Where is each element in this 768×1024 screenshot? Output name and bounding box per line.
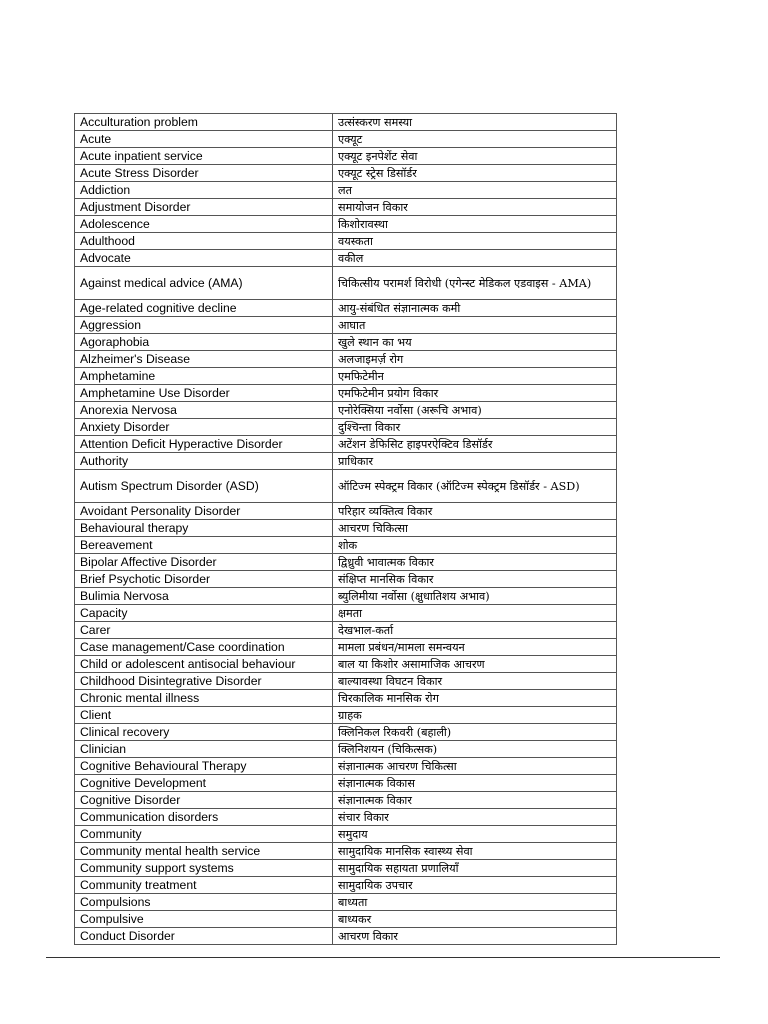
table-row — [75, 470, 617, 503]
table-row — [75, 605, 617, 622]
hindi-translation: शोक — [333, 537, 617, 554]
english-term: Authority — [75, 453, 333, 470]
hindi-translation: वयस्कता — [333, 233, 617, 250]
english-term: Conduct Disorder — [75, 928, 333, 945]
hindi-translation: एनोरेक्सिया नर्वोसा (अरूचि अभाव) — [333, 402, 617, 419]
hindi-translation: संज्ञानात्मक विकार — [333, 792, 617, 809]
hindi-translation: एक्यूट स्ट्रेस डिसॉर्डर — [333, 165, 617, 182]
hindi-translation: खुले स्थान का भय — [333, 334, 617, 351]
english-term: Acute — [75, 131, 333, 148]
table-row — [75, 707, 617, 724]
table-row — [75, 503, 617, 520]
hindi-translation: बाल्यावस्था विघटन विकार — [333, 673, 617, 690]
hindi-translation: आयु-संबंधित संज्ञानात्मक कमी — [333, 300, 617, 317]
table-row — [75, 622, 617, 639]
table-row — [75, 148, 617, 165]
english-term: Bereavement — [75, 537, 333, 554]
table-row — [75, 571, 617, 588]
table-row — [75, 537, 617, 554]
hindi-translation: क्लिनिशयन (चिकित्सक) — [333, 741, 617, 758]
table-row — [75, 809, 617, 826]
english-term: Against medical advice (AMA) — [75, 267, 333, 300]
table-row — [75, 334, 617, 351]
english-term: Bipolar Affective Disorder — [75, 554, 333, 571]
hindi-translation: मामला प्रबंधन/मामला समन्वयन — [333, 639, 617, 656]
table-row — [75, 199, 617, 216]
english-term: Community treatment — [75, 877, 333, 894]
hindi-translation: बाध्यता — [333, 894, 617, 911]
english-term: Community — [75, 826, 333, 843]
english-term: Cognitive Behavioural Therapy — [75, 758, 333, 775]
hindi-translation: चिरकालिक मानसिक रोग — [333, 690, 617, 707]
english-term: Chronic mental illness — [75, 690, 333, 707]
hindi-translation: एमफिटेमीन प्रयोग विकार — [333, 385, 617, 402]
hindi-translation: द्विध्रुवी भावात्मक विकार — [333, 554, 617, 571]
hindi-translation: प्राधिकार — [333, 453, 617, 470]
english-term: Cognitive Development — [75, 775, 333, 792]
english-term: Client — [75, 707, 333, 724]
table-row — [75, 928, 617, 945]
english-term: Agoraphobia — [75, 334, 333, 351]
english-term: Cognitive Disorder — [75, 792, 333, 809]
table-row — [75, 250, 617, 267]
hindi-translation: सामुदायिक सहायता प्रणालियाँ — [333, 860, 617, 877]
hindi-translation: समायोजन विकार — [333, 199, 617, 216]
hindi-translation: वकील — [333, 250, 617, 267]
english-term: Acculturation problem — [75, 114, 333, 131]
hindi-translation: समुदाय — [333, 826, 617, 843]
table-row — [75, 233, 617, 250]
table-row — [75, 182, 617, 199]
hindi-translation: क्लिनिकल रिकवरी (बहाली) — [333, 724, 617, 741]
english-term: Anxiety Disorder — [75, 419, 333, 436]
hindi-translation: एक्यूट इनपेशेंट सेवा — [333, 148, 617, 165]
english-term: Addiction — [75, 182, 333, 199]
english-term: Childhood Disintegrative Disorder — [75, 673, 333, 690]
table-row — [75, 860, 617, 877]
hindi-translation: एमफिटेमीन — [333, 368, 617, 385]
hindi-translation: ब्युलिमीया नर्वोसा (क्षुधातिशय अभाव) — [333, 588, 617, 605]
table-row — [75, 758, 617, 775]
english-term: Child or adolescent antisocial behaviour — [75, 656, 333, 673]
hindi-translation: उत्संस्करण समस्या — [333, 114, 617, 131]
hindi-translation: ग्राहक — [333, 707, 617, 724]
hindi-translation: संज्ञानात्मक विकास — [333, 775, 617, 792]
english-term: Amphetamine — [75, 368, 333, 385]
hindi-translation: किशोरावस्था — [333, 216, 617, 233]
english-term: Clinician — [75, 741, 333, 758]
hindi-translation: बाल या किशोर असामाजिक आचरण — [333, 656, 617, 673]
table-row — [75, 894, 617, 911]
hindi-translation: परिहार व्यक्तित्व विकार — [333, 503, 617, 520]
hindi-translation: चिकित्सीय परामर्श विरोधी (एगेन्स्ट मेडिकल एडवाइस - AMA) — [333, 267, 617, 300]
english-term: Adolescence — [75, 216, 333, 233]
table-row — [75, 317, 617, 334]
table-row — [75, 402, 617, 419]
english-term: Communication disorders — [75, 809, 333, 826]
table-row — [75, 877, 617, 894]
hindi-translation: संक्षिप्त मानसिक विकार — [333, 571, 617, 588]
table-row — [75, 520, 617, 537]
table-row — [75, 588, 617, 605]
english-term: Community mental health service — [75, 843, 333, 860]
english-term: Age-related cognitive decline — [75, 300, 333, 317]
table-row — [75, 351, 617, 368]
hindi-translation: संज्ञानात्मक आचरण चिकित्सा — [333, 758, 617, 775]
table-row — [75, 300, 617, 317]
table-row — [75, 741, 617, 758]
english-term: Community support systems — [75, 860, 333, 877]
glossary-body — [75, 114, 617, 945]
table-row — [75, 165, 617, 182]
table-row — [75, 131, 617, 148]
table-row — [75, 436, 617, 453]
table-row — [75, 385, 617, 402]
english-term: Carer — [75, 622, 333, 639]
table-row — [75, 114, 617, 131]
hindi-translation: अलजाइमर्ज़ रोग — [333, 351, 617, 368]
hindi-translation: आघात — [333, 317, 617, 334]
table-row — [75, 911, 617, 928]
english-term: Amphetamine Use Disorder — [75, 385, 333, 402]
glossary-table — [74, 113, 617, 945]
hindi-translation: आचरण विकार — [333, 928, 617, 945]
english-term: Case management/Case coordination — [75, 639, 333, 656]
hindi-translation: सामुदायिक उपचार — [333, 877, 617, 894]
english-term: Brief Psychotic Disorder — [75, 571, 333, 588]
table-row — [75, 775, 617, 792]
english-term: Adjustment Disorder — [75, 199, 333, 216]
table-row — [75, 554, 617, 571]
english-term: Adulthood — [75, 233, 333, 250]
english-term: Behavioural therapy — [75, 520, 333, 537]
hindi-translation: ऑटिज्म स्पेक्ट्रम विकार (ऑटिज्म स्पेक्ट्रम डिसॉर्डर - ASD) — [333, 470, 617, 503]
table-row — [75, 639, 617, 656]
hindi-translation: संचार विकार — [333, 809, 617, 826]
table-row — [75, 419, 617, 436]
english-term: Acute inpatient service — [75, 148, 333, 165]
table-row — [75, 792, 617, 809]
english-term: Attention Deficit Hyperactive Disorder — [75, 436, 333, 453]
hindi-translation: सामुदायिक मानसिक स्वास्थ्य सेवा — [333, 843, 617, 860]
english-term: Avoidant Personality Disorder — [75, 503, 333, 520]
table-row — [75, 267, 617, 300]
table-row — [75, 826, 617, 843]
english-term: Advocate — [75, 250, 333, 267]
english-term: Bulimia Nervosa — [75, 588, 333, 605]
hindi-translation: क्षमता — [333, 605, 617, 622]
english-term: Autism Spectrum Disorder (ASD) — [75, 470, 333, 503]
table-row — [75, 843, 617, 860]
footer-divider — [46, 957, 720, 958]
english-term: Anorexia Nervosa — [75, 402, 333, 419]
hindi-translation: एक्यूट — [333, 131, 617, 148]
hindi-translation: दुश्चिन्ता विकार — [333, 419, 617, 436]
hindi-translation: अटेंशन डेफिसिट हाइपरऐक्टिव डिसॉर्डर — [333, 436, 617, 453]
table-row — [75, 216, 617, 233]
hindi-translation: लत — [333, 182, 617, 199]
english-term: Acute Stress Disorder — [75, 165, 333, 182]
english-term: Capacity — [75, 605, 333, 622]
table-row — [75, 453, 617, 470]
table-row — [75, 724, 617, 741]
english-term: Compulsions — [75, 894, 333, 911]
hindi-translation: आचरण चिकित्सा — [333, 520, 617, 537]
table-row — [75, 656, 617, 673]
english-term: Clinical recovery — [75, 724, 333, 741]
english-term: Aggression — [75, 317, 333, 334]
english-term: Compulsive — [75, 911, 333, 928]
table-row — [75, 368, 617, 385]
hindi-translation: देखभाल-कर्ता — [333, 622, 617, 639]
table-row — [75, 673, 617, 690]
hindi-translation: बाध्यकर — [333, 911, 617, 928]
english-term: Alzheimer's Disease — [75, 351, 333, 368]
table-row — [75, 690, 617, 707]
